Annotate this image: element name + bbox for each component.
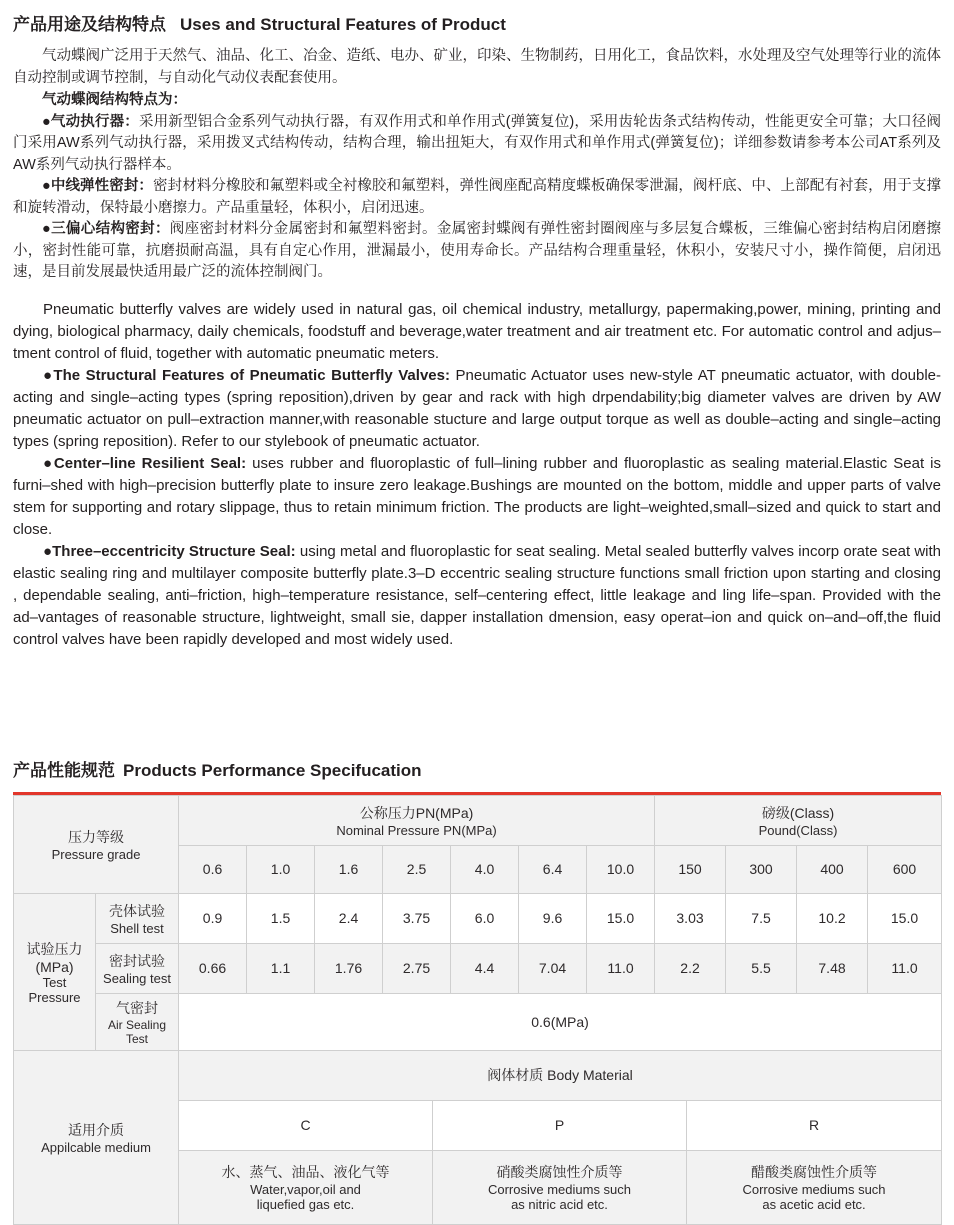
section1-title-en: Uses and Structural Features of Product (180, 15, 506, 34)
material-code-p: P (433, 1100, 687, 1150)
sealing-test-zh: 密封试验 (109, 952, 165, 969)
medium-p-en1: Corrosive mediums such (487, 1182, 632, 1197)
test-pressure-en2: Pressure (28, 989, 81, 1005)
sealing-test-value: 7.04 (519, 943, 587, 993)
medium-description-c (179, 1150, 433, 1224)
section2-title-en: Products Performance Specifucation (123, 760, 422, 780)
section2-title (13, 756, 941, 781)
pn-header-value: 0.6 (179, 845, 247, 893)
shell-test-row (14, 893, 942, 943)
body-material-header-cell: 阀体材质 Body Material (179, 1050, 942, 1100)
applicable-medium-zh: 适用介质 (68, 1121, 124, 1138)
section2-title-zh: 产品性能规范 (13, 760, 115, 780)
applicable-medium-label-cell (14, 1050, 179, 1224)
nominal-pressure-header-cell (179, 795, 655, 845)
shell-test-value: 2.4 (315, 893, 383, 943)
test-pressure-label-cell (14, 893, 96, 1050)
zh-bullet-eccentric-lead: ●三偏心结构密封： (42, 221, 170, 237)
en-bullet-centerline-seal-lead: ●Center–line Resilient Seal: (43, 454, 247, 472)
medium-r-zh: 醋酸类腐蚀性介质等 (751, 1164, 877, 1180)
zh-bullet-centerline-lead: ●中线弹性密封： (42, 178, 154, 194)
sealing-test-value: 11.0 (587, 943, 655, 993)
en-bullet-structural-features-text: Pneumatic Actuator uses new-style AT pneumatic actuator, with double-acting and single–acting types (spring reposition),driven by gear and rack with high drpendability;big diameter valves are driven by AW pneumatic actuator on pull–extraction manner,with reasonable stucture and large output torque as well as double–acting and single–acting types (spring reposition). Refer to our stylebook of pneumatic actuator. (13, 366, 942, 450)
pound-class-zh: 磅级(Class) (761, 804, 835, 821)
test-pressure-zh: 试验压力 (26, 940, 83, 957)
shell-test-value: 6.0 (451, 893, 519, 943)
pn-header-value: 2.5 (383, 845, 451, 893)
zh-bullet-eccentric (13, 219, 941, 284)
air-sealing-test-row (14, 993, 942, 1050)
section1-title (13, 10, 941, 35)
air-sealing-label-cell (96, 993, 179, 1050)
sealing-test-value: 5.5 (726, 943, 797, 993)
sealing-test-value: 4.4 (451, 943, 519, 993)
shell-test-value: 0.9 (179, 893, 247, 943)
sealing-test-en: Sealing test (103, 970, 171, 986)
sealing-test-value: 2.75 (383, 943, 451, 993)
zh-bullet-actuator-text: 采用新型铝合金系列气动执行器，有双作用式和单作用式(弹簧复位)，采用齿轮齿条式结构传动，性能更安全可靠；大口径阀门采用AW系列气动执行器，采用拨叉式结构传动，结构合理，输出扭矩大，有双作用式和单作用式(弹簧复位)；详细参数请参考本公司AT系列及AW系列气动执行器样本。 (13, 113, 941, 173)
medium-p-en2: as nitric acid etc. (511, 1197, 608, 1212)
shell-test-value: 7.5 (726, 893, 797, 943)
en-bullet-centerline-seal (13, 453, 941, 541)
medium-description-p (433, 1150, 687, 1224)
shell-test-zh: 壳体试验 (109, 902, 165, 919)
section1-title-zh: 产品用途及结构特点 (13, 15, 166, 34)
sealing-test-value: 2.2 (655, 943, 726, 993)
pressure-grade-header-cell (14, 795, 179, 893)
zh-bullet-centerline-text: 密封材料分橡胶和氟塑料或全衬橡胶和氟塑料，弹性阀座配高精度蝶板确保零泄漏，阀杆底、中、上部配有衬套，用于支撑和旋转滑动，保特最小磨擦力。产品重量轻，体积小，启闭迅速。 (13, 178, 941, 216)
pressure-grade-en: Pressure grade (51, 846, 141, 862)
pn-header-value: 10.0 (587, 845, 655, 893)
shell-test-label-cell (96, 893, 179, 943)
en-bullet-centerline-seal-text: uses rubber and fluoroplastic of full–lining rubber and fluoroplastic as sealing material.Elastic Seat is furni–shed with high–precision butterfly plate to insure zero leakage.Bushings are mounted on the bottom, middle and upper parts of valve stem for supporting and rotary slippage, thus to retain minimum friction. The products are light–weighted,small–sized and quick to start and close. (13, 454, 941, 538)
medium-r-en1: Corrosive mediums such (742, 1182, 886, 1197)
class-header-value: 300 (726, 845, 797, 893)
sealing-test-value: 1.76 (315, 943, 383, 993)
nominal-pressure-zh: 公称压力PN(MPa) (359, 804, 474, 821)
shell-test-value: 3.03 (655, 893, 726, 943)
body-material-row (14, 1050, 942, 1100)
shell-test-value: 9.6 (519, 893, 587, 943)
test-pressure-en1: Test (42, 974, 67, 990)
intro-paragraph-zh: 气动蝶阀广泛用于天然气、油品、化工、冶金、造纸、电办、矿业，印染、生物制药，日用化工，食品饮料，水处理及空气处理等行业的流体自动控制或调节控制，与自动化气动仪表配套使用。 (13, 48, 941, 86)
air-sealing-merged-value: 0.6(MPa) (179, 993, 942, 1050)
sealing-test-value: 1.1 (247, 943, 315, 993)
zh-bullet-actuator (13, 112, 941, 177)
sealing-test-row (14, 943, 942, 993)
intro-paragraph-en: Pneumatic butterfly valves are widely used in natural gas, oil chemical industry, metallurgy, papermaking,power, mining, printing and dying, biological pharmacy, daily chemicals, foodstuff and beverage,water treatment and air treatment etc. For automatic control and adjus–tment control of fluid, together with automatic pneumatic meters. (13, 300, 941, 362)
sealing-test-value: 7.48 (797, 943, 868, 993)
pn-header-value: 6.4 (519, 845, 587, 893)
medium-c-zh: 水、蒸气、油品、液化气等 (221, 1164, 390, 1180)
shell-test-value: 1.5 (247, 893, 315, 943)
medium-r-en2: as acetic acid etc. (762, 1197, 866, 1212)
test-pressure-unit: (MPa) (35, 958, 74, 975)
air-sealing-zh: 气密封 (116, 999, 158, 1016)
shell-test-value: 15.0 (587, 893, 655, 943)
pn-header-value: 4.0 (451, 845, 519, 893)
zh-bullet-eccentric-text: 阀座密封材料分金属密封和氟塑料密封。金属密封蝶阀有弹性密封圈阀座与多层复合蝶板，三维偏心密封结构启闭磨擦小，密封性能可靠，抗磨损耐高温，具有自定心作用，泄漏最小，使用寿命长。产品结构合理重量轻，休积小，安装尺寸小，操作简便，启闭迅速，是目前发展最快适用最广泛的流体控制阀门。 (13, 221, 941, 280)
shell-test-value: 10.2 (797, 893, 868, 943)
class-header-value: 400 (797, 845, 868, 893)
material-code-r: R (687, 1100, 942, 1150)
pound-class-en: Pound(Class) (758, 822, 838, 838)
pound-class-header-cell (655, 795, 942, 845)
applicable-medium-en: Appilcable medium (41, 1139, 151, 1155)
class-header-value: 150 (655, 845, 726, 893)
shell-test-value: 15.0 (868, 893, 942, 943)
zh-bullet-actuator-lead: ●气动执行器： (42, 113, 139, 130)
sealing-test-label-cell (96, 943, 179, 993)
sealing-test-value: 11.0 (868, 943, 942, 993)
en-bullet-eccentric-seal-lead: ●Three–eccentricity Structure Seal: (43, 542, 296, 560)
en-bullet-structural-features (13, 365, 941, 453)
class-header-value: 600 (868, 845, 942, 893)
en-bullet-eccentric-seal (13, 541, 941, 651)
medium-c-en1: Water,vapor,oil and (250, 1182, 361, 1197)
medium-p-zh: 硝酸类腐蚀性介质等 (496, 1164, 623, 1180)
spec-table-medium (13, 1050, 942, 1225)
pn-header-value: 1.0 (247, 845, 315, 893)
medium-description-r (687, 1150, 942, 1224)
pressure-grade-zh: 压力等级 (68, 828, 124, 845)
spec-table-pressure (13, 795, 942, 1051)
zh-bullet-centerline (13, 176, 941, 219)
nominal-pressure-en: Nominal Pressure PN(MPa) (336, 822, 497, 838)
features-heading-zh: 气动蝶阀结构特点为： (42, 92, 187, 108)
pn-header-value: 1.6 (315, 845, 383, 893)
sealing-test-value: 0.66 (179, 943, 247, 993)
shell-test-en: Shell test (110, 920, 164, 936)
en-bullet-structural-features-lead: ●The Structural Features of Pneumatic Butterfly Valves: (43, 366, 450, 384)
air-sealing-en: Air Sealing Test (107, 1017, 167, 1046)
en-bullet-eccentric-seal-text: using metal and fluoroplastic for seat sealing. Metal sealed butterfly valves incorp orate seat with elastic sealing ring and multilayer composite butterfly plate.3–D eccentric sealing structure functions small friction upon starting and closing , dependable sealing, anti–friction, high–temperature resistance, self–centering effect, little leakage and ling life–span. Provided with the ad–vantages of reasonable structure, lightweight, small sie, dapper installation dmension, easy operat–ion and quick on–and–off,the fluid control valves have been rapidly developed and most widely used. (13, 542, 942, 648)
table-header-row-groups (14, 795, 942, 845)
material-code-c: C (179, 1100, 433, 1150)
shell-test-value: 3.75 (383, 893, 451, 943)
medium-c-en2: liquefied gas etc. (256, 1197, 355, 1212)
